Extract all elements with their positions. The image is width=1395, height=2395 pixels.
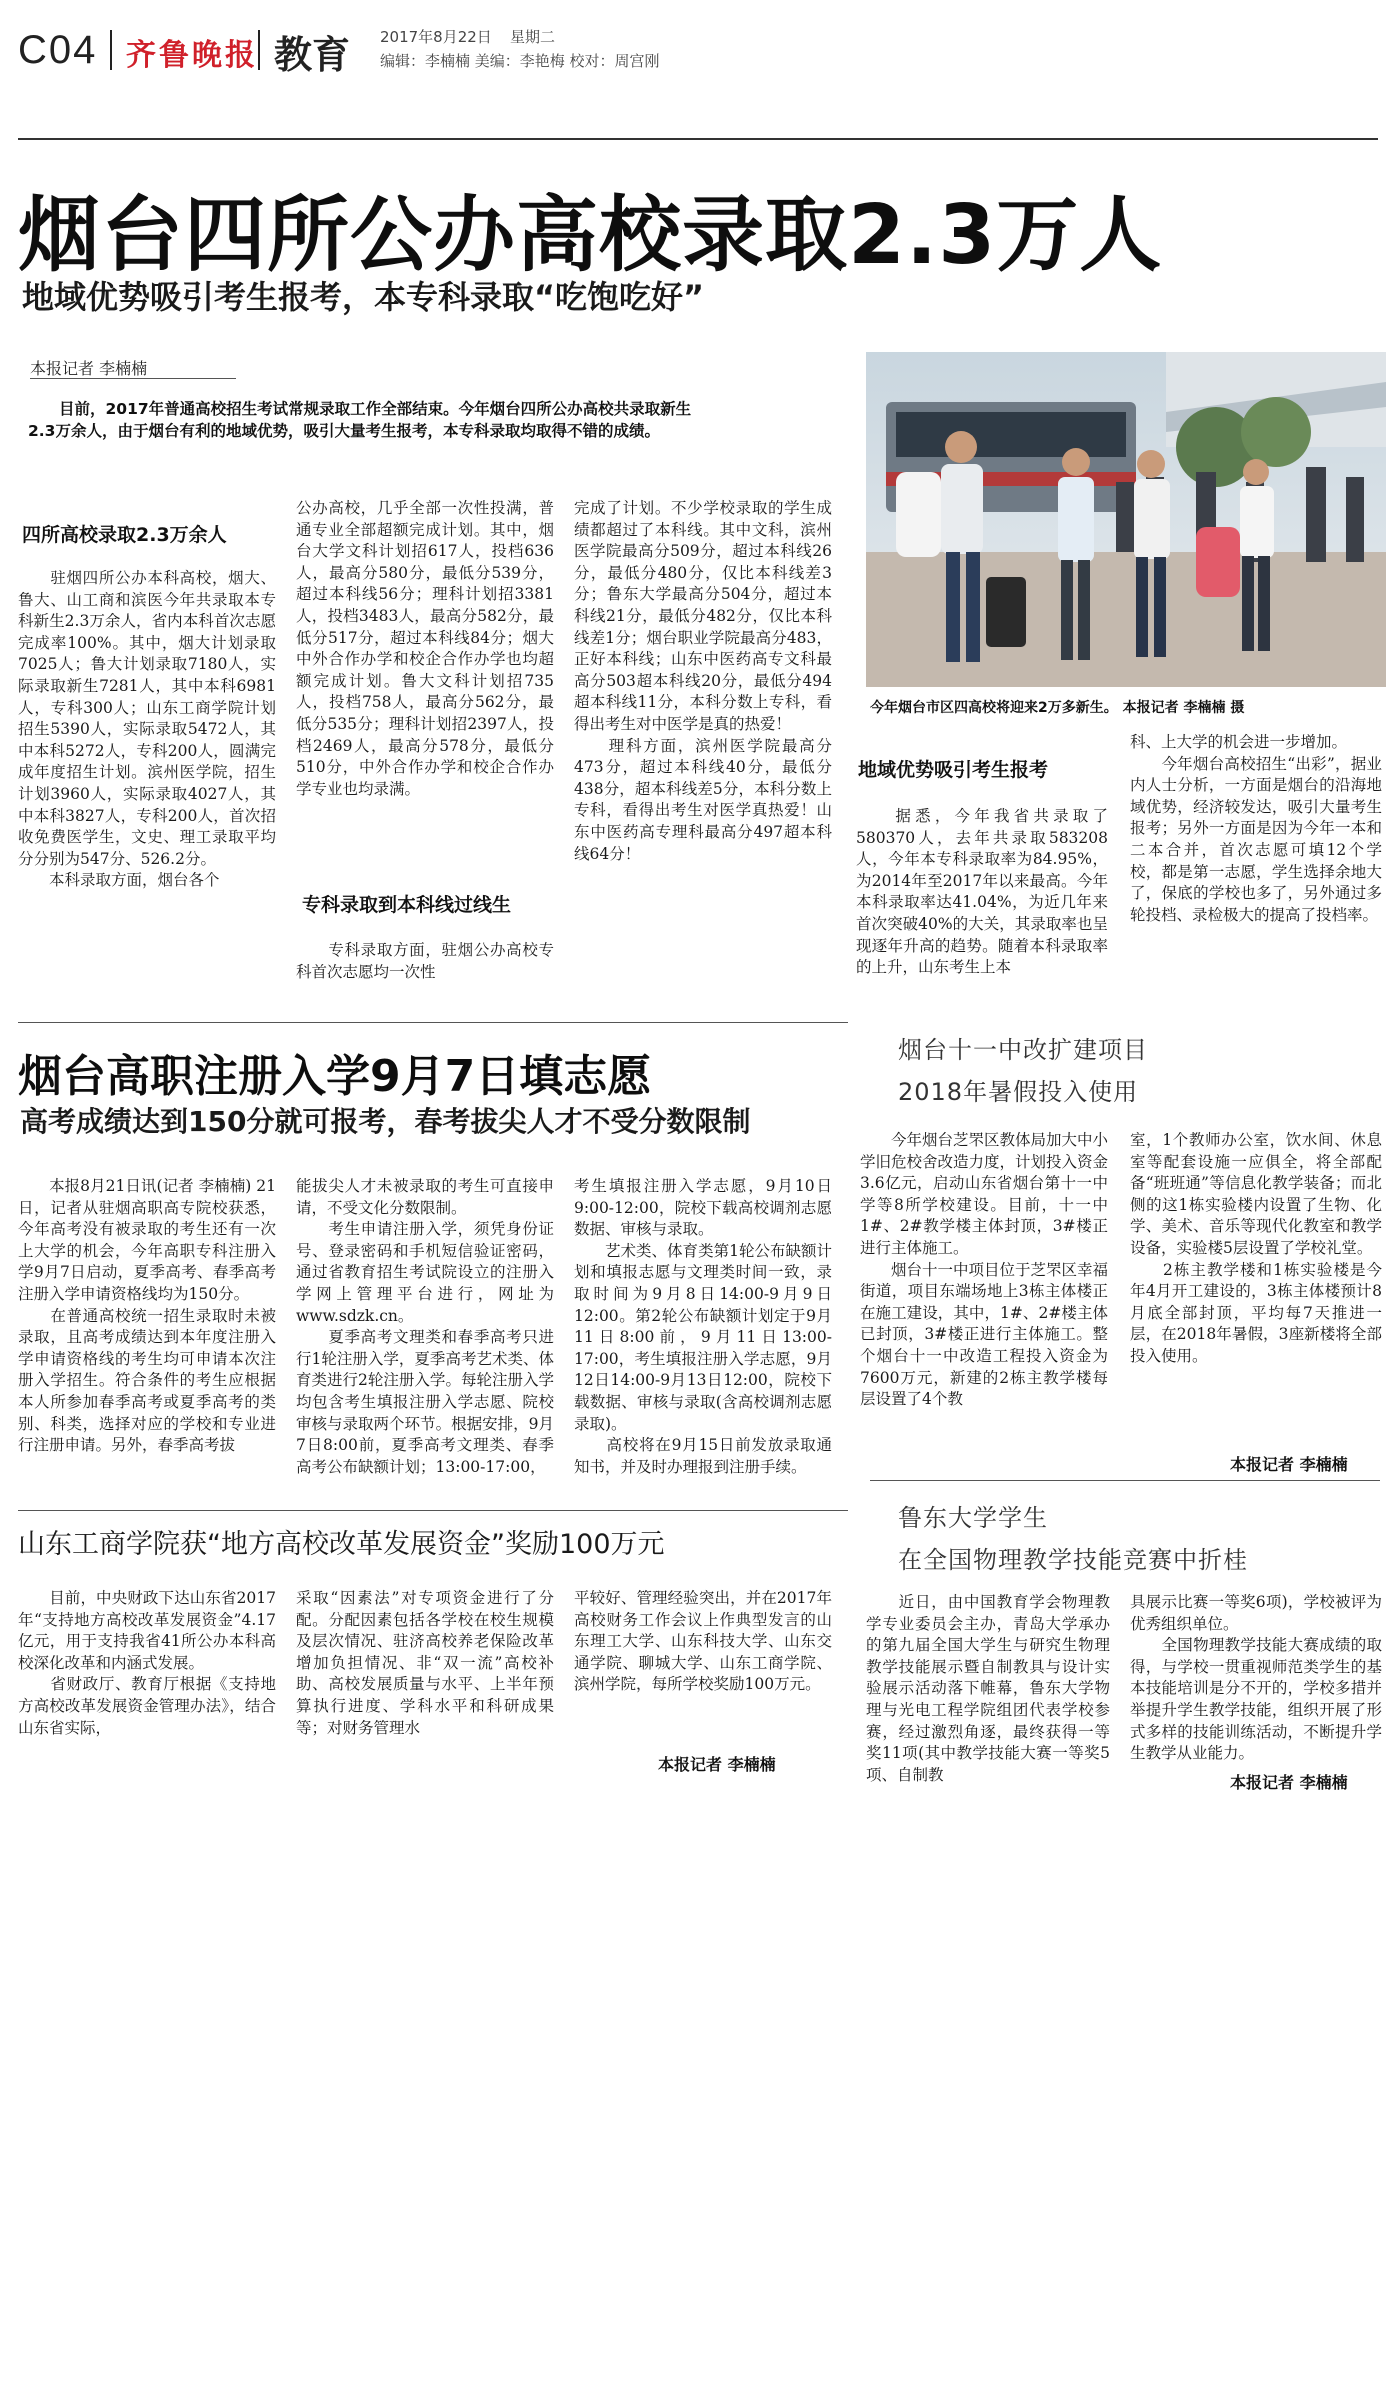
section-rule — [18, 1510, 848, 1511]
article-column: 平较好、管理经验突出，并在2017年高校财务工作会议上作典型发言的山东理工大学、山东科技大学、山东交通学院、聊城大学、山东工商学院、滨州学院，每所学校奖励100万元。 — [574, 1589, 832, 1694]
section-rule — [18, 1022, 848, 1023]
reporter-credit: 本报记者 李楠楠 — [1230, 1455, 1348, 1474]
article-subheadline: 高考成绩达到150分就可报考，春考拔尖人才不受分数限制 — [20, 1105, 751, 1138]
staff-credits: 编辑：李楠楠 美编：李艳梅 校对：周宫刚 — [380, 52, 660, 70]
article-column: 公办高校，几乎全部一次性投满，普通专业全部超额完成计划。其中，烟台大学文科计划招617人，投档636人，最高分580分，最低分539分，超过本科线56分；理科计划招3381人，投档3483人，最高分582分，最低分517分，超过本科线84分；烟大中外合作办学和校企合作办学也均超额完成计划。鲁大文科计划招735人，投档758人，最高分562分，最低分535分；理科计划招2397人，投档2469人，最高分578分，最低分510分，中外合作办学和校企合作办学专业也均录满。 — [296, 499, 554, 798]
masthead-rule — [18, 138, 1378, 140]
masthead-divider — [258, 30, 260, 70]
main-headline: 烟台四所公办高校录取2.3万人 — [18, 188, 1163, 283]
article-headline: 烟台高职注册入学9月7日填志愿 — [18, 1051, 652, 1102]
article-headline: 2018年暑假投入使用 — [898, 1078, 1139, 1106]
reporter-credit: 本报记者 李楠楠 — [1230, 1773, 1348, 1792]
reporter-credit: 本报记者 李楠楠 — [658, 1755, 776, 1774]
article-column: 今年烟台芝罘区教体局加大中小学旧危校舍改造力度，计划投入资金3.6亿元，启动山东省烟台第十一中学等8所学校建设。目前，十一中1#、2#教学楼主体封顶，3#楼正进行主体施工。 烟台十一中项目位于芝罘区幸福街道，项目东端场地上3栋主体楼正在施工建设，其中，1#、2#楼主体已封顶，3#楼正进行主体施工。整个烟台十一中改造工程投入资金为7600万元，新建的2栋主教学楼每层设置了4个教 — [860, 1131, 1109, 1409]
article-column: 具展示比赛一等奖6项)，学校被评为优秀组织单位。 全国物理教学技能大赛成绩的取得，与学校一贯重视师范类学生的基本技能培训是分不开的，学校多措并举提升学生教学技能，组织开展了形式多样的技能训练活动，不断提升学生教学从业能力。 — [1130, 1593, 1382, 1763]
article-column: 本报8月21日讯(记者 李楠楠) 21日，记者从驻烟高职高专院校获悉，今年高考没有被录取的考生还有一次上大学的机会，今年高职专科注册入学9月7日启动，夏季高考、春季高考注册入学申请资格线均为150分。 在普通高校统一招生录取时未被录取，且高考成绩达到本年度注册入学申请资格线的考生均可申请本次注册入学招生。符合条件的考生应根据本人所参加春季高考或夏季高考的类别、科类，选择对应的学校和专业进行注册申请。另外，春季高考拔 — [18, 1177, 276, 1455]
article-headline: 山东工商学院获“地方高校改革发展资金”奖励100万元 — [18, 1529, 665, 1560]
main-subheadline: 地域优势吸引考生报考，本专科录取“吃饱吃好” — [22, 278, 705, 316]
issue-date: 2017年8月22日 — [380, 28, 492, 46]
article-column: 驻烟四所公办本科高校，烟大、鲁大、山工商和滨医今年共录取本专科新生2.3万余人，省内本科首次志愿完成率100%。其中，烟大计划录取7025人；鲁大计划录取7180人，实际录取新生7281人，其中本科6981人，专科300人；山东工商学院计划招生5390人，实际录取5472人，其中本科5272人，专科200人，圆满完成年度招生计划。滨州医学院，招生计划3960人，实际录取4027人，其中本科3827人，专科200人，首次招收免费医学生，文史、理工录取平均分分别为547分、526.2分。 本科录取方面，烟台各个 — [18, 569, 276, 890]
article-column: 室，1个教师办公室，饮水间、休息室等配套设施一应俱全，将全部配备“班班通”等信息化教学装备；而北侧的这1栋实验楼内设置了生物、化学、美术、音乐等现代化教室和教学设备，实验楼5层设置了学校礼堂。 2栋主教学楼和1栋实验楼是今年4月开工建设的，3栋主体楼预计8月底全部封顶，平均每7天推进一层，在2018年暑假，3座新楼将全部投入使用。 — [1130, 1131, 1382, 1365]
byline: 本报记者 李楠楠 — [30, 359, 148, 378]
masthead-divider — [110, 30, 112, 70]
news-photo — [866, 352, 1386, 687]
article-column: 近日，由中国教育学会物理教学专业委员会主办，青岛大学承办的第九届全国大学生与研究生物理教学技能展示暨自制教具与设计实验展示活动落下帷幕，鲁东大学物理与光电工程学院组团代表学校参赛，经过激烈角逐，最终获得一等奖11项(其中教学技能大赛一等奖5项、自制教 — [866, 1593, 1110, 1784]
article-column: 考生填报注册入学志愿，9月10日9:00-12:00，院校下载高校调剂志愿数据、审核与录取。 艺术类、体育类第1轮公布缺额计划和填报志愿与文理类时间一致，录取时间为9月8日14:00-9月9日12:00。第2轮公布缺额计划定于9月11日8:00前，9月11日13:00-17:00，考生填报注册入学志愿，9月12日14:00-9月13日12:00，院校下载数据、审核与录取(含高校调剂志愿录取)。 高校将在9月15日前发放录取通知书，并及时办理报到注册手续。 — [574, 1177, 832, 1476]
page-number: C04 — [18, 28, 98, 72]
article-headline: 鲁东大学学生 — [898, 1504, 1048, 1532]
article-column: 据悉，今年我省共录取了580370人，去年共录取583208人，今年本专科录取率为84.95%，为2014年至2017年以来最高。今年本科录取率达41.04%，为近几年来首次突破40%的大关，其录取率也呈现逐年升高的趋势。随着本科录取率的上升，山东考生上本 — [856, 807, 1108, 977]
section-subhead: 专科录取到本科线过线生 — [302, 894, 512, 916]
section-rule — [870, 1480, 1380, 1481]
lead-paragraph: 目前，2017年普通高校招生考试常规录取工作全部结束。今年烟台四所公办高校共录取新生 2.3万余人，由于烟台有利的地域优势，吸引大量考生报考，本专科录取均取得不错的成绩。 — [28, 400, 692, 440]
paper-name: 齐鲁晚报 — [126, 38, 258, 73]
section-subhead: 地域优势吸引考生报考 — [858, 759, 1049, 781]
article-headline: 在全国物理教学技能竞赛中折桂 — [898, 1546, 1248, 1574]
section-name: 教育 — [274, 33, 351, 77]
article-headline: 烟台十一中改扩建项目 — [898, 1036, 1148, 1064]
article-column: 科、上大学的机会进一步增加。 今年烟台高校招生“出彩”，据业内人士分析，一方面是烟台的沿海地域优势，经济较发达，吸引大量考生报考；另外一方面是因为今年一本和二本合并，首次志愿可填12个学校，都是第一志愿，学生选择余地大了，保底的学校也多了，另外通过多轮投档、录检极大的提高了投档率。 — [1130, 733, 1382, 924]
photo-caption: 今年烟台市区四高校将迎来2万多新生。 本报记者 李楠楠 摄 — [870, 700, 1245, 716]
article-column: 专科录取方面，驻烟公办高校专科首次志愿均一次性 — [296, 941, 554, 981]
article-column: 完成了计划。不少学校录取的学生成绩都超过了本科线。其中文科，滨州医学院最高分509分，超过本科线26分，最低分480分，仅比本科线差3分；鲁东大学最高分504分，超过本科线21分，最低分482分，仅比本科线差1分；烟台职业学院最高分483，正好本科线；山东中医药高专文科最高分503超本科线20分，最低分494超本科线11分，本科分数上专科，看得出考生对中医学是真的热爱！ 理科方面，滨州医学院最高分473分，超过本科线40分，最低分438分，超本科线差5分，本科分数上专科，看得出考生对医学真热爱！山东中医药高专理科最高分497超本科线64分！ — [574, 499, 832, 863]
article-column: 能拔尖人才未被录取的考生可直接申请，不受文化分数限制。 考生申请注册入学，须凭身份证号、登录密码和手机短信验证密码，通过省教育招生考试院设立的注册入学网上管理平台进行，网址为www.sdzk.cn。 夏季高考文理类和春季高考只进行1轮注册入学，夏季高考艺术类、体育类进行2轮注册入学。每轮注册入学均包含考生填报注册入学志愿、院校审核与录取两个环节。根据安排，9月7日8:00前，夏季高考文理类、春季高考公布缺额计划；13:00-17:00， — [296, 1177, 554, 1476]
byline-rule — [30, 378, 236, 379]
section-subhead: 四所高校录取2.3万余人 — [22, 524, 227, 546]
article-column: 目前，中央财政下达山东省2017年“支持地方高校改革发展资金”4.17亿元，用于支持我省41所公办本科高校深化改革和内涵式发展。 省财政厅、教育厅根据《支持地方高校改革发展资金管理办法》，结合山东省实际， — [18, 1589, 276, 1737]
issue-weekday: 星期二 — [510, 28, 556, 46]
article-column: 采取“因素法”对专项资金进行了分配。分配因素包括各学校在校生规模及层次情况、驻济高校养老保险改革增加负担情况、非“双一流”高校补助、高校发展质量与水平、上半年预算执行进度、学科水平和科研成果等；对财务管理水 — [296, 1589, 554, 1737]
photo-illustration — [866, 352, 1386, 687]
